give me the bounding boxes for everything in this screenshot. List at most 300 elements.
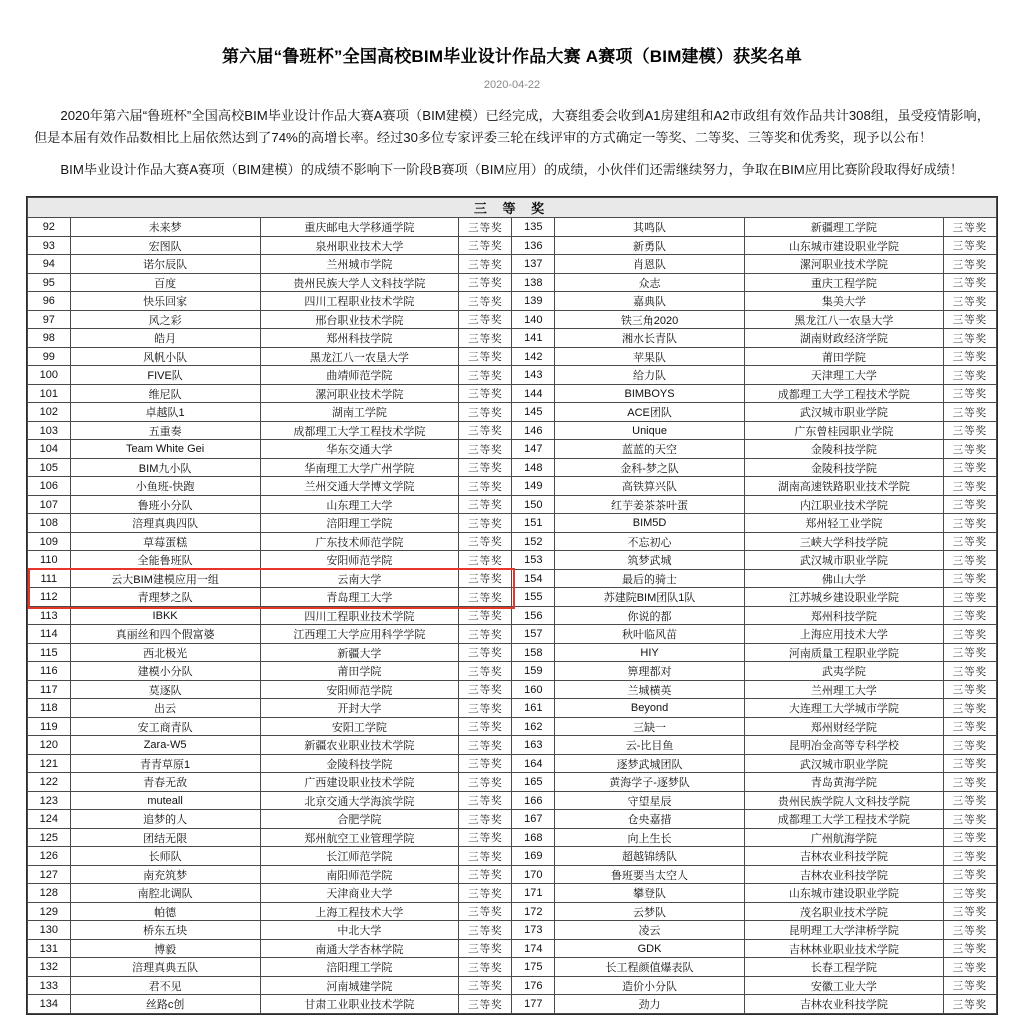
left-team-name: 莫逐队	[70, 680, 260, 699]
left-row-number: 126	[28, 847, 71, 866]
table-row	[28, 847, 997, 866]
right-prize-level: 三等奖	[943, 902, 996, 921]
left-school-name: 安阳工学院	[260, 717, 459, 736]
right-team-name: Unique	[555, 421, 745, 440]
right-school-name: 上海应用技术大学	[745, 625, 944, 644]
left-school-name: 山东理工大学	[260, 495, 459, 514]
left-row-number: 130	[28, 921, 71, 940]
left-team-name: 宏图队	[70, 236, 260, 255]
left-team-name: 快乐回家	[70, 292, 260, 311]
left-team-name: 小鱼班-快跑	[70, 477, 260, 496]
left-prize-level: 三等奖	[459, 495, 512, 514]
right-row-number: 161	[512, 699, 555, 718]
right-prize-level: 三等奖	[943, 773, 996, 792]
left-row-number: 106	[28, 477, 71, 496]
left-team-name: 维尼队	[70, 384, 260, 403]
right-row-number: 162	[512, 717, 555, 736]
left-team-name: 草莓蛋糕	[70, 532, 260, 551]
right-school-name: 武夷学院	[745, 662, 944, 681]
right-team-name: GDK	[555, 939, 745, 958]
left-school-name: 青岛理工大学	[260, 588, 459, 607]
left-team-name: 真丽丝和四个假富婆	[70, 625, 260, 644]
intro-paragraph-2: BIM毕业设计作品大赛A赛项（BIM建模）的成绩不影响下一阶段B赛项（BIM应用）的成绩，小伙伴们还需继续努力，争取在BIM应用比赛阶段取得好成绩！	[60, 161, 964, 177]
right-row-number: 176	[512, 976, 555, 995]
right-row-number: 141	[512, 329, 555, 348]
right-prize-level: 三等奖	[943, 569, 996, 588]
right-row-number: 167	[512, 810, 555, 829]
left-prize-level: 三等奖	[459, 606, 512, 625]
right-row-number: 169	[512, 847, 555, 866]
right-row-number: 160	[512, 680, 555, 699]
right-row-number: 148	[512, 458, 555, 477]
left-school-name: 金陵科技学院	[260, 754, 459, 773]
right-team-name: 云梦队	[555, 902, 745, 921]
right-school-name: 河南质量工程职业学院	[745, 643, 944, 662]
left-row-number: 129	[28, 902, 71, 921]
table-row	[28, 495, 997, 514]
right-prize-level: 三等奖	[943, 625, 996, 644]
right-team-name: 守望星辰	[555, 791, 745, 810]
left-prize-level: 三等奖	[459, 551, 512, 570]
right-row-number: 135	[512, 218, 555, 237]
right-row-number: 164	[512, 754, 555, 773]
table-row	[28, 569, 997, 588]
right-school-name: 长春工程学院	[745, 958, 944, 977]
right-row-number: 172	[512, 902, 555, 921]
left-prize-level: 三等奖	[459, 310, 512, 329]
left-team-name: 长师队	[70, 847, 260, 866]
left-row-number: 131	[28, 939, 71, 958]
left-team-name: BIM九小队	[70, 458, 260, 477]
right-school-name: 昆明理工大学津桥学院	[745, 921, 944, 940]
right-school-name: 黑龙江八一农垦大学	[745, 310, 944, 329]
left-prize-level: 三等奖	[459, 810, 512, 829]
award-band-header: 三 等 奖	[28, 198, 997, 218]
left-row-number: 101	[28, 384, 71, 403]
right-row-number: 159	[512, 662, 555, 681]
right-school-name: 重庆工程学院	[745, 273, 944, 292]
left-prize-level: 三等奖	[459, 976, 512, 995]
right-school-name: 郑州科技学院	[745, 606, 944, 625]
right-row-number: 137	[512, 255, 555, 274]
right-prize-level: 三等奖	[943, 865, 996, 884]
left-prize-level: 三等奖	[459, 865, 512, 884]
left-prize-level: 三等奖	[459, 662, 512, 681]
right-row-number: 144	[512, 384, 555, 403]
left-row-number: 95	[28, 273, 71, 292]
right-row-number: 165	[512, 773, 555, 792]
left-prize-level: 三等奖	[459, 588, 512, 607]
left-prize-level: 三等奖	[459, 236, 512, 255]
right-team-name: BIM5D	[555, 514, 745, 533]
left-row-number: 132	[28, 958, 71, 977]
right-row-number: 147	[512, 440, 555, 459]
right-prize-level: 三等奖	[943, 495, 996, 514]
right-team-name: 苹果队	[555, 347, 745, 366]
left-team-name: 卓越队1	[70, 403, 260, 422]
right-team-name: 劲力	[555, 995, 745, 1014]
table-row	[28, 329, 997, 348]
right-team-name: Beyond	[555, 699, 745, 718]
right-school-name: 湖南财政经济学院	[745, 329, 944, 348]
right-row-number: 163	[512, 736, 555, 755]
table-row	[28, 606, 997, 625]
left-row-number: 97	[28, 310, 71, 329]
right-school-name: 吉林农业科技学院	[745, 847, 944, 866]
left-school-name: 中北大学	[260, 921, 459, 940]
left-school-name: 南通大学杏林学院	[260, 939, 459, 958]
right-prize-level: 三等奖	[943, 662, 996, 681]
right-prize-level: 三等奖	[943, 532, 996, 551]
left-school-name: 安阳师范学院	[260, 680, 459, 699]
left-team-name: IBKK	[70, 606, 260, 625]
left-row-number: 100	[28, 366, 71, 385]
right-team-name: 超越锦绣队	[555, 847, 745, 866]
left-prize-level: 三等奖	[459, 884, 512, 903]
left-school-name: 新疆农业职业技术学院	[260, 736, 459, 755]
right-team-name: 嘉典队	[555, 292, 745, 311]
right-team-name: 箅理都对	[555, 662, 745, 681]
right-school-name: 吉林农业科技学院	[745, 865, 944, 884]
table-row	[28, 403, 997, 422]
left-school-name: 江西理工大学应用科学学院	[260, 625, 459, 644]
table-row	[28, 384, 997, 403]
table-row	[28, 273, 997, 292]
left-school-name: 贵州民族大学人文科技学院	[260, 273, 459, 292]
left-prize-level: 三等奖	[459, 384, 512, 403]
left-team-name: 南腔北调队	[70, 884, 260, 903]
right-team-name: 造价小分队	[555, 976, 745, 995]
right-team-name: 新勇队	[555, 236, 745, 255]
left-school-name: 河南城建学院	[260, 976, 459, 995]
right-prize-level: 三等奖	[943, 329, 996, 348]
table-row	[28, 865, 997, 884]
left-school-name: 曲靖师范学院	[260, 366, 459, 385]
left-row-number: 102	[28, 403, 71, 422]
left-row-number: 134	[28, 995, 71, 1014]
table-row	[28, 514, 997, 533]
left-school-name: 新疆大学	[260, 643, 459, 662]
right-prize-level: 三等奖	[943, 403, 996, 422]
left-row-number: 115	[28, 643, 71, 662]
left-team-name: Zara-W5	[70, 736, 260, 755]
right-row-number: 174	[512, 939, 555, 958]
right-prize-level: 三等奖	[943, 421, 996, 440]
right-row-number: 152	[512, 532, 555, 551]
left-row-number: 123	[28, 791, 71, 810]
right-prize-level: 三等奖	[943, 680, 996, 699]
right-school-name: 成都理工大学工程技术学院	[745, 384, 944, 403]
left-row-number: 96	[28, 292, 71, 311]
right-school-name: 山东城市建设职业学院	[745, 884, 944, 903]
right-prize-level: 三等奖	[943, 717, 996, 736]
left-prize-level: 三等奖	[459, 773, 512, 792]
right-team-name: 仓央嘉措	[555, 810, 745, 829]
right-row-number: 139	[512, 292, 555, 311]
left-school-name: 云南大学	[260, 569, 459, 588]
left-prize-level: 三等奖	[459, 366, 512, 385]
left-row-number: 104	[28, 440, 71, 459]
right-row-number: 154	[512, 569, 555, 588]
left-team-name: 出云	[70, 699, 260, 718]
left-school-name: 长江师范学院	[260, 847, 459, 866]
left-team-name: 团结无限	[70, 828, 260, 847]
right-team-name: 攀登队	[555, 884, 745, 903]
left-prize-level: 三等奖	[459, 569, 512, 588]
table-row	[28, 736, 997, 755]
right-school-name: 郑州轻工业学院	[745, 514, 944, 533]
left-school-name: 四川工程职业技术学院	[260, 606, 459, 625]
left-team-name: 安工商青队	[70, 717, 260, 736]
table-row	[28, 588, 997, 607]
left-team-name: 青理梦之队	[70, 588, 260, 607]
left-row-number: 103	[28, 421, 71, 440]
table-row	[28, 958, 997, 977]
left-team-name: 诺尔辰队	[70, 255, 260, 274]
table-row	[28, 347, 997, 366]
left-row-number: 133	[28, 976, 71, 995]
table-row	[28, 236, 997, 255]
right-school-name: 金陵科技学院	[745, 458, 944, 477]
table-row	[28, 551, 997, 570]
right-team-name: 兰城横英	[555, 680, 745, 699]
right-school-name: 贵州民族学院人文科技学院	[745, 791, 944, 810]
right-team-name: HIY	[555, 643, 745, 662]
right-team-name: 逐梦武城团队	[555, 754, 745, 773]
table-row	[28, 921, 997, 940]
right-school-name: 漯河职业技术学院	[745, 255, 944, 274]
table-row	[28, 754, 997, 773]
right-prize-level: 三等奖	[943, 218, 996, 237]
left-team-name: 博毅	[70, 939, 260, 958]
left-school-name: 安阳师范学院	[260, 551, 459, 570]
right-row-number: 149	[512, 477, 555, 496]
right-team-name: 筑梦武城	[555, 551, 745, 570]
left-school-name: 漯河职业技术学院	[260, 384, 459, 403]
left-prize-level: 三等奖	[459, 421, 512, 440]
left-prize-level: 三等奖	[459, 514, 512, 533]
left-prize-level: 三等奖	[459, 329, 512, 348]
right-row-number: 151	[512, 514, 555, 533]
table-row	[28, 458, 997, 477]
right-prize-level: 三等奖	[943, 606, 996, 625]
right-prize-level: 三等奖	[943, 958, 996, 977]
right-school-name: 吉林林业职业技术学院	[745, 939, 944, 958]
left-school-name: 广西建设职业技术学院	[260, 773, 459, 792]
left-prize-level: 三等奖	[459, 995, 512, 1014]
right-team-name: 鲁班要当太空人	[555, 865, 745, 884]
right-team-name: 向上生长	[555, 828, 745, 847]
left-row-number: 117	[28, 680, 71, 699]
right-prize-level: 三等奖	[943, 884, 996, 903]
left-team-name: 桥东五块	[70, 921, 260, 940]
left-row-number: 111	[28, 569, 71, 588]
right-prize-level: 三等奖	[943, 754, 996, 773]
left-team-name: 青春无敌	[70, 773, 260, 792]
left-prize-level: 三等奖	[459, 255, 512, 274]
left-school-name: 郑州航空工业管理学院	[260, 828, 459, 847]
table-row	[28, 662, 997, 681]
left-team-name: 鲁班小分队	[70, 495, 260, 514]
left-prize-level: 三等奖	[459, 902, 512, 921]
right-team-name: 云-比目鱼	[555, 736, 745, 755]
right-team-name: 不忘初心	[555, 532, 745, 551]
right-team-name: 给力队	[555, 366, 745, 385]
left-row-number: 112	[28, 588, 71, 607]
right-prize-level: 三等奖	[943, 440, 996, 459]
left-row-number: 113	[28, 606, 71, 625]
left-row-number: 128	[28, 884, 71, 903]
right-row-number: 171	[512, 884, 555, 903]
left-prize-level: 三等奖	[459, 699, 512, 718]
table-row	[28, 440, 997, 459]
right-row-number: 177	[512, 995, 555, 1014]
right-prize-level: 三等奖	[943, 643, 996, 662]
table-row	[28, 477, 997, 496]
left-school-name: 黑龙江八一农垦大学	[260, 347, 459, 366]
right-team-name: 秋叶临风苗	[555, 625, 745, 644]
right-team-name: 苏建院BIM团队1队	[555, 588, 745, 607]
right-prize-level: 三等奖	[943, 699, 996, 718]
left-team-name: 西北极光	[70, 643, 260, 662]
left-school-name: 涪阳理工学院	[260, 514, 459, 533]
right-prize-level: 三等奖	[943, 384, 996, 403]
left-prize-level: 三等奖	[459, 532, 512, 551]
left-team-name: 五重奏	[70, 421, 260, 440]
right-school-name: 广州航海学院	[745, 828, 944, 847]
left-school-name: 华南理工大学广州学院	[260, 458, 459, 477]
left-school-name: 华东交通大学	[260, 440, 459, 459]
table-row	[28, 292, 997, 311]
left-row-number: 125	[28, 828, 71, 847]
table-row	[28, 218, 997, 237]
right-team-name: 最后的骑士	[555, 569, 745, 588]
left-row-number: 124	[28, 810, 71, 829]
right-prize-level: 三等奖	[943, 736, 996, 755]
left-school-name: 重庆邮电大学移通学院	[260, 218, 459, 237]
left-team-name: 君不见	[70, 976, 260, 995]
left-prize-level: 三等奖	[459, 828, 512, 847]
left-school-name: 兰州城市学院	[260, 255, 459, 274]
right-team-name: 凌云	[555, 921, 745, 940]
table-row	[28, 791, 997, 810]
left-row-number: 109	[28, 532, 71, 551]
table-row	[28, 310, 997, 329]
left-row-number: 122	[28, 773, 71, 792]
left-school-name: 开封大学	[260, 699, 459, 718]
left-team-name: 未来梦	[70, 218, 260, 237]
right-team-name: BIMBOYS	[555, 384, 745, 403]
right-prize-level: 三等奖	[943, 810, 996, 829]
left-prize-level: 三等奖	[459, 440, 512, 459]
left-school-name: 郑州科技学院	[260, 329, 459, 348]
right-row-number: 138	[512, 273, 555, 292]
right-prize-level: 三等奖	[943, 551, 996, 570]
right-team-name: 肖恩队	[555, 255, 745, 274]
right-team-name: 长工程颜值爆表队	[555, 958, 745, 977]
right-prize-level: 三等奖	[943, 273, 996, 292]
left-row-number: 119	[28, 717, 71, 736]
awards-table-body	[28, 218, 997, 1014]
right-school-name: 成都理工大学工程技术学院	[745, 810, 944, 829]
left-prize-level: 三等奖	[459, 218, 512, 237]
document-page	[0, 42, 1024, 1012]
left-school-name: 甘肃工业职业技术学院	[260, 995, 459, 1014]
right-team-name: 黄海学子-逐梦队	[555, 773, 745, 792]
table-row	[28, 680, 997, 699]
table-row	[28, 773, 997, 792]
left-row-number: 107	[28, 495, 71, 514]
right-team-name: 蓝蓝的天空	[555, 440, 745, 459]
left-prize-level: 三等奖	[459, 458, 512, 477]
table-row	[28, 976, 997, 995]
left-prize-level: 三等奖	[459, 680, 512, 699]
right-prize-level: 三等奖	[943, 458, 996, 477]
left-school-name: 四川工程职业技术学院	[260, 292, 459, 311]
left-team-name: 云大BIM建模应用一组	[70, 569, 260, 588]
left-team-name: 建模小分队	[70, 662, 260, 681]
right-prize-level: 三等奖	[943, 255, 996, 274]
left-school-name: 湖南工学院	[260, 403, 459, 422]
table-row	[28, 625, 997, 644]
right-row-number: 158	[512, 643, 555, 662]
right-school-name: 佛山大学	[745, 569, 944, 588]
right-school-name: 湖南高速铁路职业技术学院	[745, 477, 944, 496]
left-team-name: 南充筑梦	[70, 865, 260, 884]
left-prize-level: 三等奖	[459, 791, 512, 810]
right-school-name: 三峡大学科技学院	[745, 532, 944, 551]
right-school-name: 武汉城市职业学院	[745, 754, 944, 773]
awards-table	[27, 197, 997, 1014]
left-school-name: 成都理工大学工程技术学院	[260, 421, 459, 440]
left-team-name: 涪理真典五队	[70, 958, 260, 977]
right-prize-level: 三等奖	[943, 828, 996, 847]
right-school-name: 莆田学院	[745, 347, 944, 366]
right-prize-level: 三等奖	[943, 477, 996, 496]
left-prize-level: 三等奖	[459, 847, 512, 866]
left-prize-level: 三等奖	[459, 754, 512, 773]
right-school-name: 兰州理工大学	[745, 680, 944, 699]
left-team-name: 追梦的人	[70, 810, 260, 829]
left-row-number: 92	[28, 218, 71, 237]
page-title: 第六届“鲁班杯”全国高校BIM毕业设计作品大赛 A赛项（BIM建模）获奖名单	[222, 47, 802, 66]
right-school-name: 安徽工业大学	[745, 976, 944, 995]
right-row-number: 170	[512, 865, 555, 884]
left-row-number: 105	[28, 458, 71, 477]
left-row-number: 108	[28, 514, 71, 533]
right-school-name: 武汉城市职业学院	[745, 551, 944, 570]
right-team-name: 其鸣队	[555, 218, 745, 237]
table-row	[28, 643, 997, 662]
left-row-number: 127	[28, 865, 71, 884]
right-school-name: 新疆理工学院	[745, 218, 944, 237]
left-prize-level: 三等奖	[459, 273, 512, 292]
right-row-number: 143	[512, 366, 555, 385]
left-team-name: 百度	[70, 273, 260, 292]
right-row-number: 150	[512, 495, 555, 514]
table-row	[28, 828, 997, 847]
table-row	[28, 810, 997, 829]
left-row-number: 118	[28, 699, 71, 718]
table-row	[28, 366, 997, 385]
right-prize-level: 三等奖	[943, 939, 996, 958]
right-team-name: ACE团队	[555, 403, 745, 422]
right-school-name: 江苏城乡建设职业学院	[745, 588, 944, 607]
right-team-name: 铁三角2020	[555, 310, 745, 329]
left-prize-level: 三等奖	[459, 643, 512, 662]
right-prize-level: 三等奖	[943, 310, 996, 329]
right-row-number: 153	[512, 551, 555, 570]
